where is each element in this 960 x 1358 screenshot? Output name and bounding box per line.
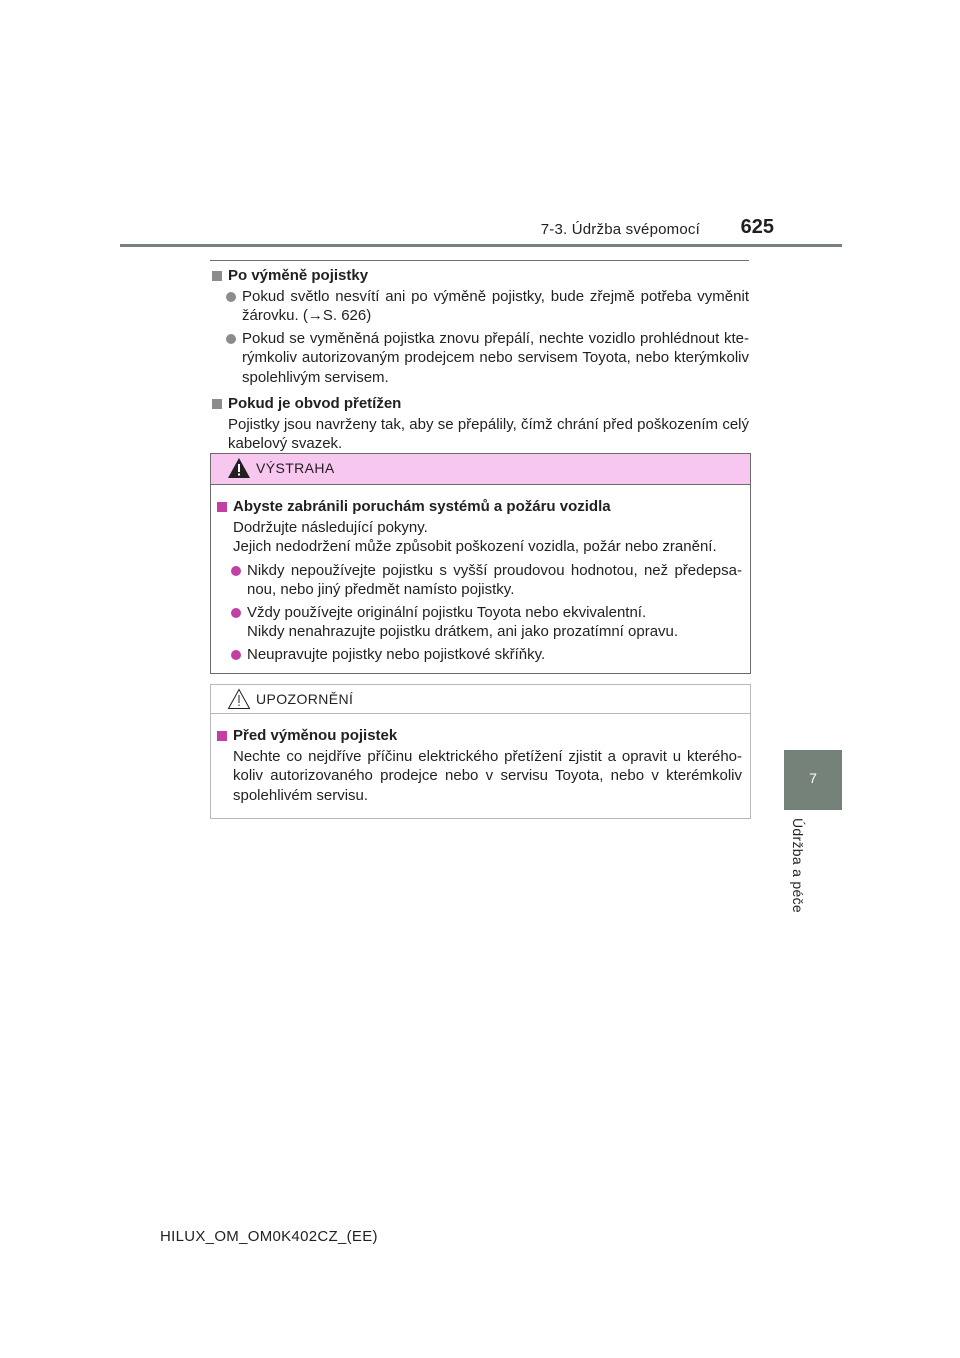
warning-heading [217,497,742,517]
chapter-tab [784,750,842,810]
section-heading [212,394,749,414]
paragraph: Pojistky jsou navrženy tak, aby se přepálily, čímž chrání před poškozením celý kabelový svazek. [228,415,749,452]
list-item-text: Nikdy nepoužívejte pojistku s vyšší proudovou hodnotou, než předepsa-nou, nebo jiný předmět namísto pojistky. [247,561,742,598]
section-heading-text: Po výměně pojistky [228,267,369,284]
main-content [212,266,749,454]
chapter-number: 7 [809,770,817,786]
warning-icon [227,456,251,480]
round-bullet-icon [231,566,241,576]
warning-box [210,453,751,674]
warning-intro-line: Dodržujte následující pokyny. [233,518,428,536]
list-item-text: Pokud se vyměněná pojistka znovu přepálí, nechte vozidlo prohlédnout kte-rýmkoliv autorizovaným prodejcem nebo servisem Toyota, nebo kterýmkoliv spolehlivým servisem. [242,329,749,386]
chapter-title: Údržba a péče [790,818,806,913]
notice-heading-text: Před výměnou pojistek [233,727,398,744]
round-bullet-icon [231,650,241,660]
caution-icon [227,687,251,711]
list-item [217,603,742,642]
warning-header [211,454,750,485]
round-bullet-icon [226,334,236,344]
notice-body [211,714,750,815]
warning-heading-text: Abyste zabránili poruchám systémů a požáru vozidla [233,498,611,515]
round-bullet-icon [226,292,236,302]
notice-header [211,685,750,714]
list-item-text: Neupravujte pojistky nebo pojistkové skříňky. [247,645,546,663]
square-bullet-icon [217,731,227,741]
square-bullet-icon [212,399,222,409]
list-item-text: Vždy používejte originální pojistku Toyota nebo ekvivalentní. [247,603,647,621]
list-item [217,645,742,665]
notice-label: UPOZORNĚNÍ [256,691,354,707]
warning-intro-line: Jejich nedodržení může způsobit poškození vozidla, požár nebo zranění. [233,538,717,555]
notice-text: Nechte co nejdříve příčinu elektrického přetížení zjistit a opravit u kterého-koliv autorizovaného prodejce nebo v servisu Toyota, nebo v kterémkoliv spolehlivém servisu. [233,747,742,804]
list-item [217,561,742,600]
section-title: 7-3. Údržba svépomocí [540,221,700,238]
list-item [212,287,749,326]
section-heading [212,266,749,286]
square-bullet-icon [212,271,222,281]
section-heading-text: Pokud je obvod přetížen [228,395,402,412]
square-bullet-icon [217,502,227,512]
document-code: HILUX_OM_OM0K402CZ_(EE) [160,1228,378,1245]
list-item [212,329,749,388]
notice-box [210,684,751,819]
page-number: 625 [740,216,774,238]
warning-body [211,485,750,677]
warning-label: VÝSTRAHA [256,460,335,476]
header-rule [120,244,842,247]
notice-heading [217,726,742,746]
page-header [120,216,842,246]
round-bullet-icon [231,608,241,618]
list-item-text: Nikdy nenahrazujte pojistku drátkem, ani jako prozatímní opravu. [247,623,679,640]
content-top-rule [210,260,749,261]
list-item-text: Pokud světlo nesvítí ani po výměně pojistky, bude zřejmě potřeba vyměnit žárovku. (→S. 626) [242,287,749,324]
